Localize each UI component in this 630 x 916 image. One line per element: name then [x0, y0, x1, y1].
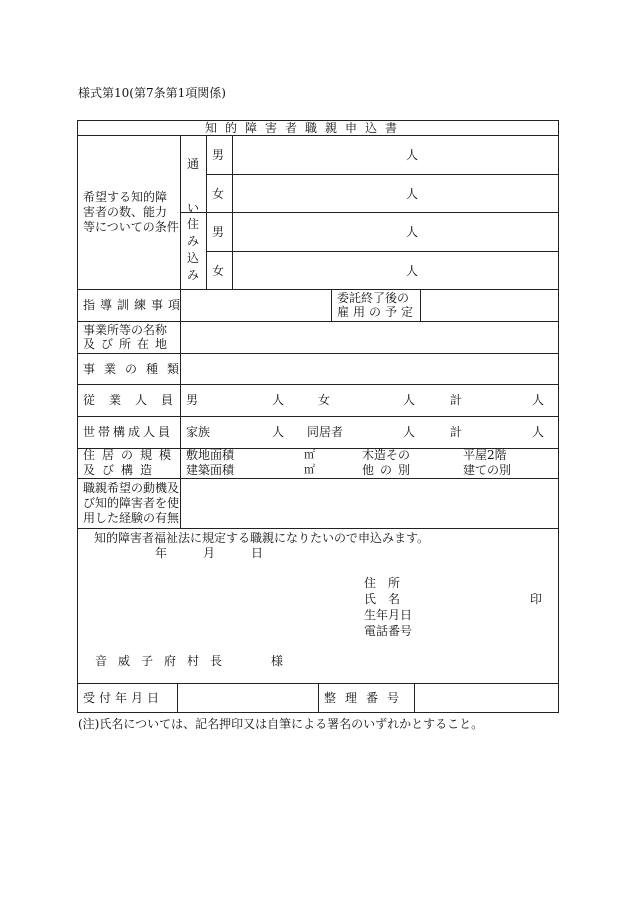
footnote: (注)氏名については、記名押印又は自筆による署名のいずれかとすること。	[78, 717, 484, 731]
phone-label: 電話番号	[364, 624, 413, 638]
guidance-label: 指導訓練事項	[83, 298, 186, 312]
household-total-unit: 人	[532, 425, 545, 439]
employment-plan-line-2: 雇用の予定	[337, 305, 418, 319]
office-label-line-2: 及び所在地	[83, 337, 174, 351]
livein-male-unit: 人	[406, 225, 419, 239]
employees-male: 男	[186, 393, 199, 407]
applicant-name-label: 氏 名	[364, 592, 401, 606]
employment-plan-line-1: 委託終了後の	[337, 291, 410, 305]
employees-female: 女	[318, 393, 331, 407]
office-label-line-1: 事業所等の名称	[83, 323, 168, 337]
date-year: 年	[155, 546, 168, 560]
motive-label	[83, 481, 180, 526]
site-area-label: 敷地面積	[186, 448, 235, 462]
commute-female-label: 女	[212, 187, 225, 201]
live-in-label: 住み込み	[186, 217, 199, 282]
commute-female-unit: 人	[406, 187, 419, 201]
wood-other-line-2: 他の別	[362, 463, 417, 477]
form-label: 様式第10(第7条第1項関係)	[78, 86, 226, 100]
livein-male-label: 男	[212, 225, 225, 239]
conditions-label-line-3: 等についての条件	[83, 220, 179, 234]
conditions-label-line-2: 害者の数、能力	[83, 205, 168, 219]
residence-label-line-1: 住居の規模	[83, 448, 179, 462]
addressee: 音威子府村長	[95, 654, 234, 668]
floors-line-2: 建ての別	[463, 463, 512, 477]
household-label: 世帯構成人員	[83, 425, 174, 439]
livein-female-unit: 人	[406, 264, 419, 278]
received-date-label: 受付年月日	[83, 691, 164, 705]
conditions-label	[83, 190, 179, 235]
residence-label-line-2: 及び構造	[83, 463, 160, 477]
motive-label-line-3: 用した経験の有無	[83, 511, 180, 525]
building-area-unit: ㎡	[304, 463, 315, 476]
employees-total: 計	[450, 393, 463, 407]
employees-female-unit: 人	[403, 393, 416, 407]
site-area-unit: ㎡	[304, 448, 315, 461]
date-month: 月	[203, 546, 216, 560]
employment-plan-label	[337, 291, 421, 319]
conditions-label-line-1: 希望する知的障	[83, 190, 168, 204]
household-family-unit: 人	[272, 425, 285, 439]
employees-total-unit: 人	[532, 393, 545, 407]
household-cohabitants-unit: 人	[403, 425, 416, 439]
floors-label	[463, 448, 543, 478]
application-statement: 知的障害者福祉法に規定する職親になりたいので申込みます。	[94, 531, 430, 545]
addressee-honorific: 様	[271, 654, 284, 668]
floors-line-1: 平屋2階	[463, 448, 507, 462]
motive-label-line-1: 職親希望の動機及	[83, 481, 180, 495]
business-type-label: 事業の種類	[83, 362, 189, 376]
residence-label	[83, 448, 179, 478]
seal-label: 印	[530, 592, 543, 606]
wood-other-label	[362, 448, 442, 478]
building-area-label: 建築面積	[186, 463, 235, 477]
employees-label: 従業人員	[83, 393, 188, 407]
applicant-address-label: 住 所	[364, 576, 401, 590]
commute-label: 通い	[186, 157, 199, 215]
office-label	[83, 323, 179, 351]
wood-other-line-1: 木造その	[362, 448, 411, 462]
motive-label-line-2: び知的障害者を使	[83, 496, 180, 510]
livein-female-label: 女	[212, 264, 225, 278]
commute-male-label: 男	[212, 148, 225, 162]
birth-date-label: 生年月日	[364, 608, 413, 622]
employees-male-unit: 人	[272, 393, 285, 407]
form-title: 知的障害者職親申込書	[205, 121, 406, 135]
household-family: 家族	[186, 425, 211, 439]
reference-number-label: 整理番号	[324, 691, 409, 705]
household-cohabitants: 同居者	[307, 425, 344, 439]
household-total: 計	[450, 425, 463, 439]
commute-male-unit: 人	[406, 148, 419, 162]
date-day: 日	[251, 546, 264, 560]
